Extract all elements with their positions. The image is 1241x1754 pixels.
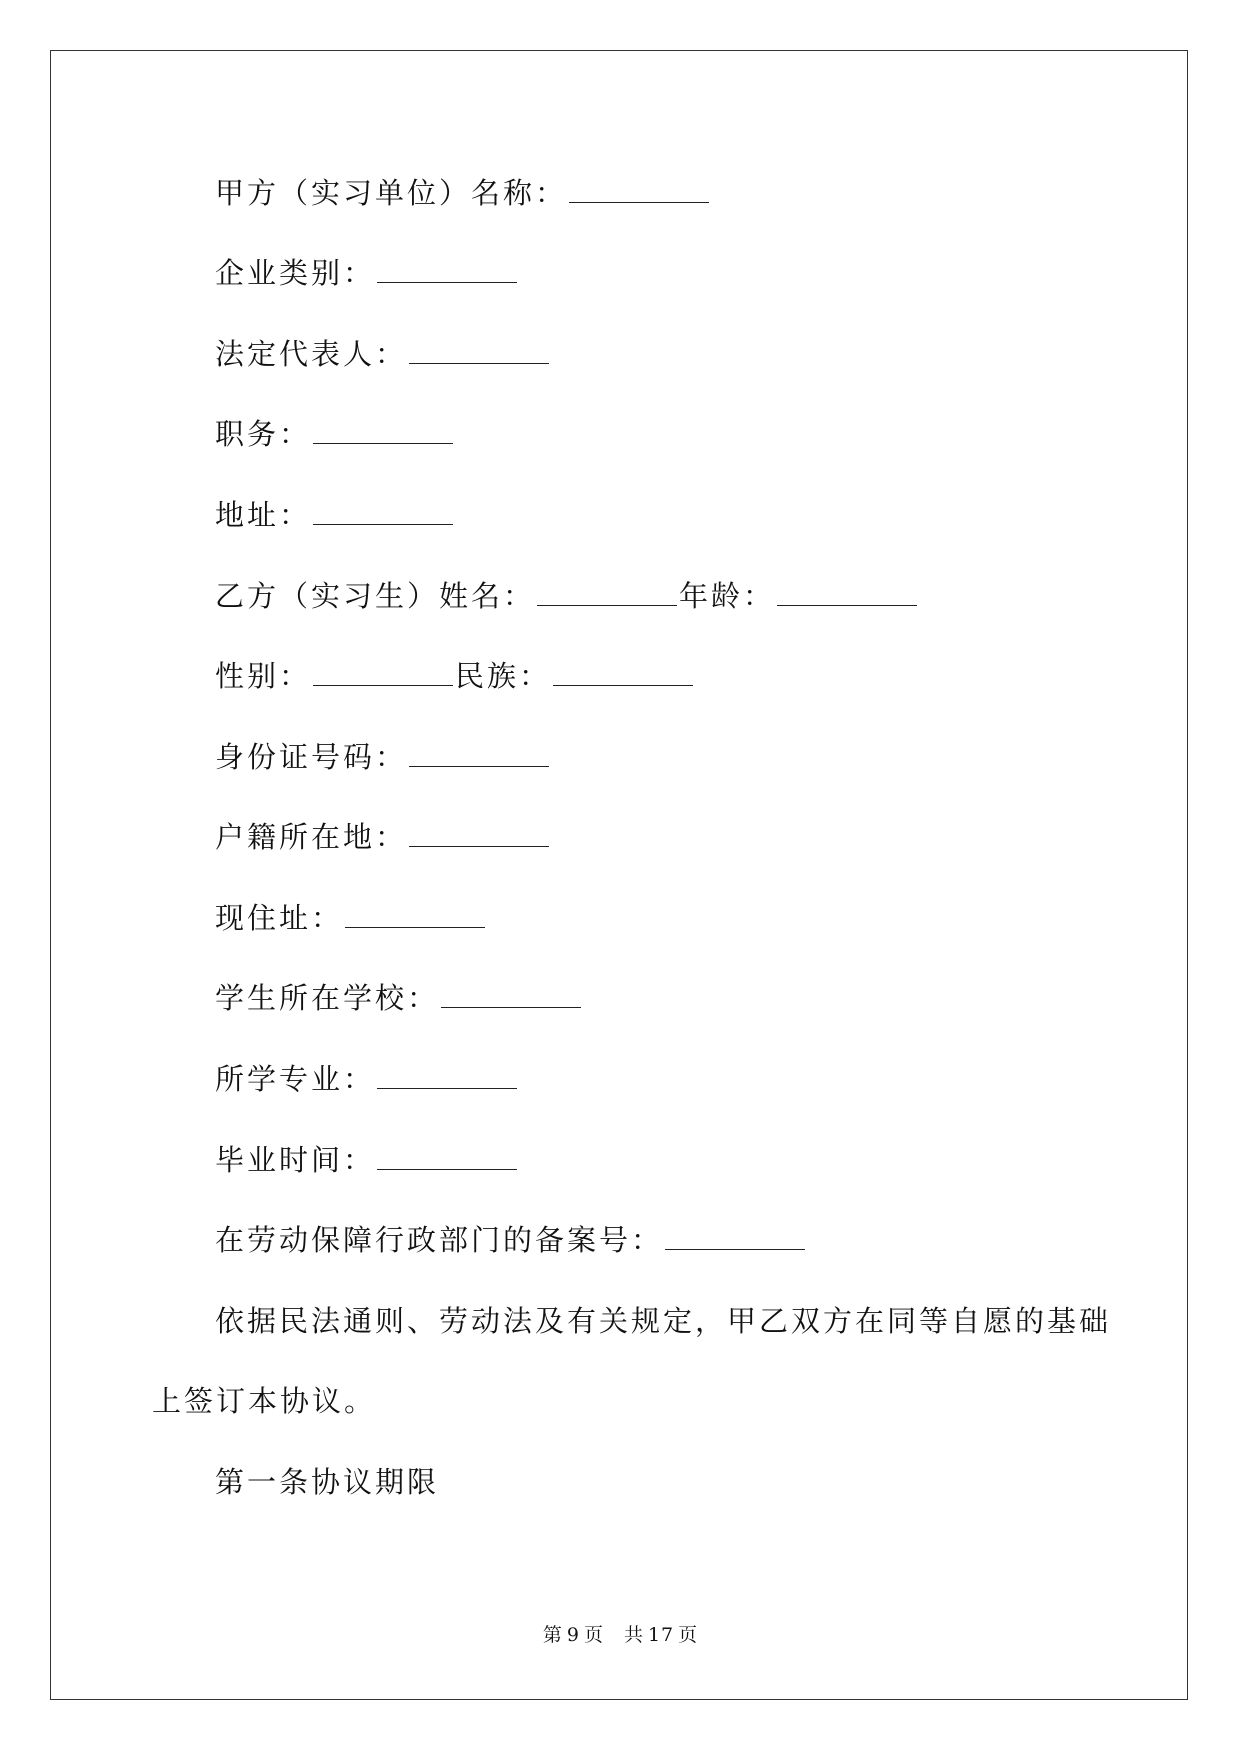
- paragraph-line-2: 上签订本协议。: [152, 1384, 377, 1418]
- field-school: 学生所在学校：: [215, 978, 583, 1018]
- field-current-address: 现住址：: [215, 898, 487, 938]
- field-record-number: 在劳动保障行政部门的备案号：: [215, 1220, 807, 1260]
- fill-blank[interactable]: [313, 417, 453, 444]
- page-prefix: 第: [542, 1624, 563, 1646]
- page-total: 17: [647, 1624, 675, 1646]
- page-suffix: 页: [678, 1624, 699, 1646]
- fill-blank[interactable]: [409, 820, 549, 847]
- field-address: 地址：: [215, 495, 455, 535]
- fill-blank[interactable]: [409, 337, 549, 364]
- field-position: 职务：: [215, 414, 455, 454]
- fill-blank[interactable]: [377, 1143, 517, 1170]
- field-party-b-name: 乙方（实习生）姓名： 年龄：: [215, 576, 919, 616]
- fill-blank[interactable]: [345, 901, 485, 928]
- fill-blank[interactable]: [313, 498, 453, 525]
- fill-blank[interactable]: [377, 256, 517, 283]
- fill-blank[interactable]: [441, 981, 581, 1008]
- fill-blank[interactable]: [553, 659, 693, 686]
- fill-blank[interactable]: [409, 740, 549, 767]
- paragraph-line-1: 依据民法通则、劳动法及有关规定，甲乙双方在同等自愿的基础: [215, 1304, 1112, 1338]
- page-border: [50, 50, 1188, 1700]
- fill-blank[interactable]: [777, 579, 917, 606]
- page-current: 9: [566, 1624, 580, 1646]
- section-title: 第一条协议期限: [215, 1465, 440, 1499]
- fill-blank[interactable]: [313, 659, 453, 686]
- field-gender: 性别： 民族：: [215, 656, 695, 696]
- fill-blank[interactable]: [537, 579, 677, 606]
- fill-blank[interactable]: [569, 176, 709, 203]
- page-mid: 页 共: [583, 1624, 644, 1646]
- field-id-number: 身份证号码：: [215, 737, 551, 777]
- field-major: 所学专业：: [215, 1059, 519, 1099]
- field-graduation: 毕业时间：: [215, 1140, 519, 1180]
- field-company-type: 企业类别：: [215, 253, 519, 293]
- field-household: 户籍所在地：: [215, 817, 551, 857]
- field-legal-rep: 法定代表人：: [215, 334, 551, 374]
- field-party-a-name: 甲方（实习单位）名称：: [215, 173, 711, 213]
- fill-blank[interactable]: [377, 1062, 517, 1089]
- fill-blank[interactable]: [665, 1223, 805, 1250]
- page-footer: [0, 1620, 1241, 1647]
